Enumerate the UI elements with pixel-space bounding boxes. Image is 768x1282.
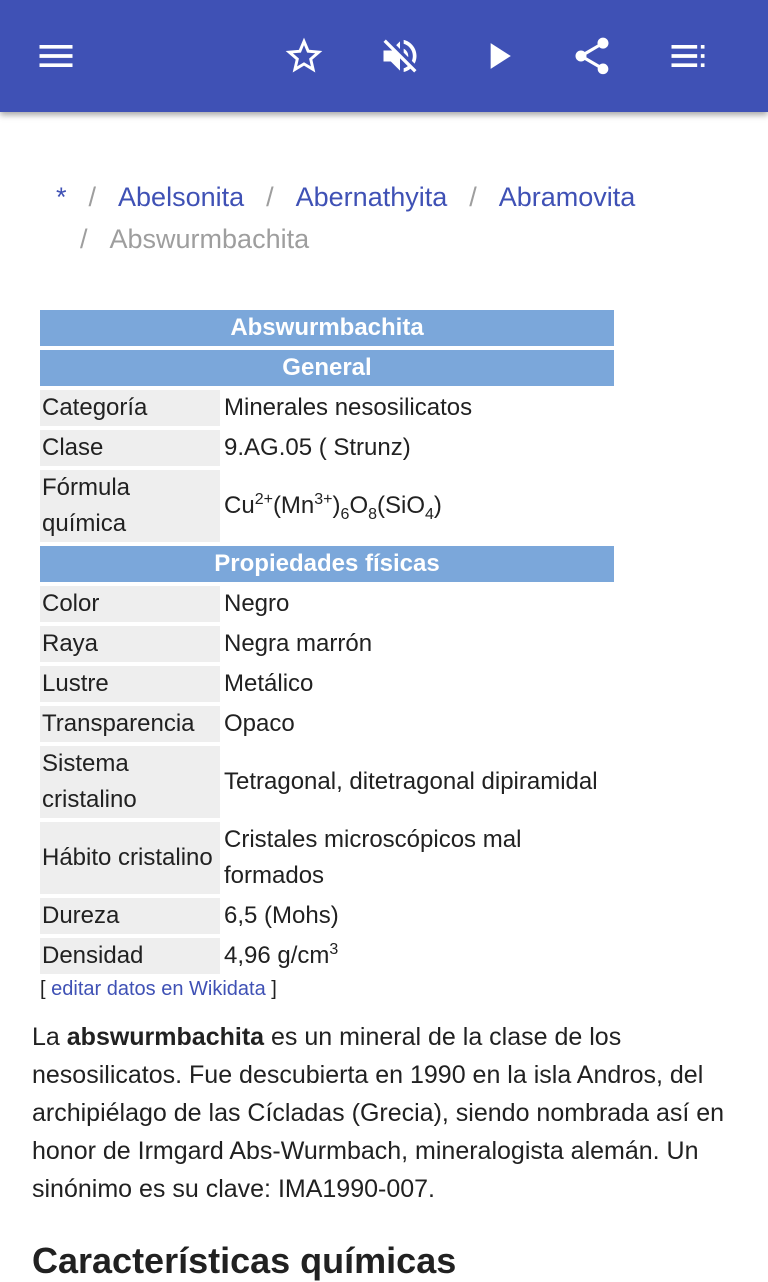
intro-bold-term: abswurmbachita (66, 1023, 265, 1051)
infobox-row (40, 938, 614, 974)
breadcrumb-link-abernathyita[interactable]: Abernathyita (295, 182, 448, 212)
breadcrumb-current: Abswurmbachita (109, 224, 310, 254)
section-physical-header: Propiedades físicas (40, 546, 614, 582)
breadcrumb (56, 176, 736, 260)
row-label-categoria: Categoría (40, 390, 220, 426)
row-label-clase: Clase (40, 430, 220, 466)
breadcrumb-link-root[interactable]: * (56, 182, 67, 212)
play-icon[interactable] (466, 24, 530, 88)
intro-paragraph (32, 1018, 736, 1208)
formula-sub-6: 6 (340, 505, 350, 523)
mineral-infobox (38, 306, 616, 978)
formula-o: O (349, 492, 369, 519)
menu-icon[interactable] (24, 24, 88, 88)
row-value-sistema[interactable]: Tetragonal, ditetragonal dipiramidal (224, 768, 598, 795)
formula-mn: (Mn (272, 492, 315, 519)
share-icon[interactable] (560, 24, 624, 88)
infobox-row (40, 390, 614, 426)
row-value-habito: Cristales microscópicos mal formados (224, 826, 522, 889)
density-value: 4,96 g/cm (224, 942, 330, 969)
formula-end: ) (433, 492, 442, 519)
formula-sub-8: 8 (368, 505, 378, 523)
formula-cu: Cu (224, 492, 255, 519)
infobox-row (40, 626, 614, 662)
star-outline-icon[interactable] (272, 24, 336, 88)
formula-close: ) (332, 492, 341, 519)
breadcrumb-separator: / (469, 182, 477, 212)
infobox-row (40, 746, 614, 818)
row-label-densidad: Densidad (40, 938, 220, 974)
infobox-row (40, 706, 614, 742)
row-label-transparencia: Transparencia (40, 706, 220, 742)
wikidata-bracket-open: [ (40, 978, 46, 1000)
volume-off-icon[interactable] (368, 24, 432, 88)
row-value-lustre: Metálico (224, 670, 314, 697)
infobox-row (40, 586, 614, 622)
section-general-header: General (40, 350, 614, 386)
row-label-raya: Raya (40, 626, 220, 662)
breadcrumb-link-abramovita[interactable]: Abramovita (498, 182, 636, 212)
formula-cu-charge: 2+ (254, 491, 273, 508)
row-label-color: Color (40, 586, 220, 622)
app-bar (0, 0, 768, 112)
infobox-row (40, 470, 614, 542)
breadcrumb-separator: / (88, 182, 97, 212)
wikidata-edit-link[interactable]: editar datos en Wikidata (51, 978, 266, 1000)
intro-text-before: La (32, 1023, 67, 1051)
breadcrumb-link-abelsonita[interactable]: Abelsonita (118, 182, 245, 212)
row-label-habito: Hábito cristalino (40, 822, 220, 894)
infobox-row (40, 898, 614, 934)
intro-text-after: es un mineral de la clase de los nesosilicatos. Fue descubierta en 1990 en la isla Andros, del archipiélago de las Cícladas (Grecia), siendo nombrada así en honor de Irmgard Abs-Wurmbach, mineralogista alemán. Un sinónimo es su clave: IMA1990-007. (32, 1023, 725, 1203)
formula-sio: (SiO (377, 492, 426, 519)
row-label-sistema: Sistema cristalino (40, 746, 220, 818)
breadcrumb-separator: / (266, 182, 274, 212)
section-heading: Características químicas (32, 1240, 457, 1281)
formula-mn-charge: 3+ (314, 491, 333, 508)
row-value-color: Negro (224, 590, 290, 617)
row-label-formula: Fórmula química (40, 470, 220, 542)
row-value-densidad (222, 938, 614, 974)
row-value-clase[interactable]: 9.AG.05 ( Strunz) (224, 434, 411, 461)
infobox-row (40, 822, 614, 894)
row-value-categoria[interactable]: Minerales nesosilicatos (224, 394, 473, 421)
infobox-title: Abswurmbachita (40, 310, 614, 346)
density-exponent: 3 (329, 941, 339, 958)
row-value-transparencia: Opaco (224, 710, 295, 737)
wikidata-edit (40, 978, 277, 1001)
formula-sub-4: 4 (425, 505, 434, 523)
wikidata-bracket-close: ] (271, 978, 277, 1000)
infobox-row (40, 430, 614, 466)
infobox-row (40, 666, 614, 702)
row-label-dureza: Dureza (40, 898, 220, 934)
row-value-dureza[interactable]: 6,5 (Mohs) (224, 902, 339, 929)
row-value-formula (222, 470, 614, 542)
playlist-icon[interactable] (656, 24, 720, 88)
row-label-lustre: Lustre (40, 666, 220, 702)
row-value-raya: Negra marrón (224, 630, 373, 657)
breadcrumb-separator: / (80, 224, 88, 254)
